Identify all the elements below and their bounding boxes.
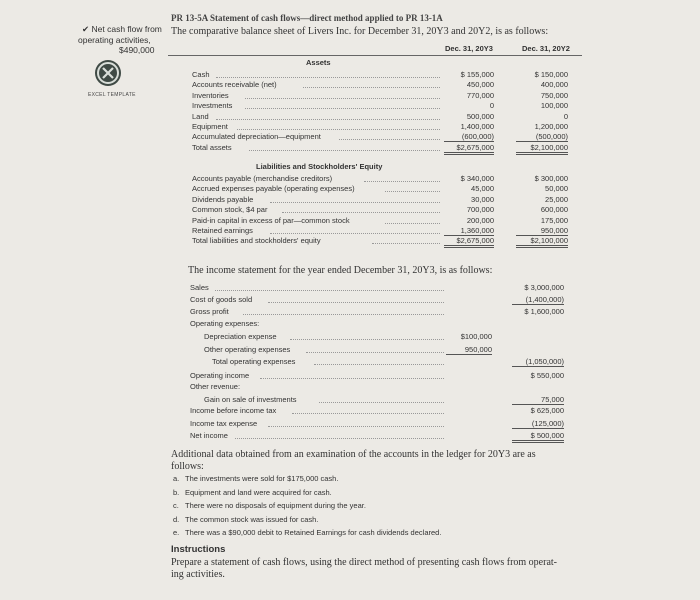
income-right-value: 75,000 xyxy=(512,395,564,405)
col-header-20y3: Dec. 31, 20Y3 xyxy=(445,44,493,53)
leader-dots xyxy=(282,212,440,213)
leader-dots xyxy=(237,129,440,130)
margin-amount: $490,000 xyxy=(119,45,155,55)
col-header-20y2: Dec. 31, 20Y2 xyxy=(522,44,570,53)
income-right-value: $ 500,000 xyxy=(512,431,564,443)
additional-item-letter: a. xyxy=(173,474,180,483)
instructions-line1: Prepare a statement of cash flows, using the direct method of presenting cash flows from operat- xyxy=(171,557,557,568)
leader-dots xyxy=(290,339,444,340)
margin-label xyxy=(82,24,162,35)
income-right-value: (1,050,000) xyxy=(512,357,564,367)
leader-dots xyxy=(249,150,440,151)
income-row-label: Income before income tax xyxy=(190,406,277,415)
leader-dots xyxy=(270,202,440,203)
balance-row-label: Retained earnings xyxy=(192,226,253,235)
balance-value-20y2: 50,000 xyxy=(545,184,568,194)
leader-dots xyxy=(314,364,444,365)
problem-header: PR 13-5A Statement of cash flows—direct method applied to PR 13-1A xyxy=(171,13,443,23)
leader-dots xyxy=(245,108,440,109)
balance-row-label: Land xyxy=(192,111,209,121)
income-row-label: Total operating expenses xyxy=(212,357,296,366)
leader-dots xyxy=(216,119,440,120)
balance-row-label: Total liabilities and stockholders' equity xyxy=(192,236,321,246)
instructions-line2: ing activities. xyxy=(171,569,225,580)
leader-dots xyxy=(364,181,440,182)
balance-row-label: Total assets xyxy=(192,142,232,152)
additional-item-letter: e. xyxy=(173,528,180,537)
income-mid-value: $100,000 xyxy=(460,332,492,341)
leader-dots xyxy=(319,402,444,403)
balance-value-20y2: $2,100,000 xyxy=(516,143,568,155)
additional-item-text: The common stock was issued for cash. xyxy=(185,514,319,524)
income-right-value: (1,400,000) xyxy=(512,295,564,305)
additional-item-letter: c. xyxy=(173,501,179,510)
problem-intro: The comparative balance sheet of Livers Inc. for December 31, 20Y3 and 20Y2, is as follows: xyxy=(171,26,549,37)
leader-dots xyxy=(245,98,440,99)
balance-value-20y3: (600,000) xyxy=(444,132,494,142)
excel-template-label: EXCEL TEMPLATE xyxy=(88,92,136,98)
balance-value-20y2: (500,000) xyxy=(516,132,568,142)
balance-value-20y3: 1,360,000 xyxy=(444,226,494,236)
leader-dots xyxy=(385,191,441,192)
margin-label-line1: Net cash flow from xyxy=(91,24,162,34)
balance-value-20y3: 770,000 xyxy=(466,90,494,100)
additional-item-text: Equipment and land were acquired for cash. xyxy=(185,487,332,497)
additional-item-text: There was a $90,000 debit to Retained Earnings for cash dividends declared. xyxy=(185,528,442,537)
income-row-label: Gain on sale of investments xyxy=(204,395,297,404)
balance-value-20y3: 200,000 xyxy=(466,215,494,225)
leader-dots xyxy=(235,438,444,439)
margin-label-line2: operating activities, xyxy=(78,35,151,45)
additional-intro-line1: Additional data obtained from an examination of the accounts in the ledger for 20Y3 are as xyxy=(171,449,536,460)
additional-item-text: There were no disposals of equipment during the year. xyxy=(185,501,366,510)
leader-dots xyxy=(372,243,440,244)
additional-item-text: The investments were sold for $175,000 cash. xyxy=(185,474,339,483)
balance-row-label: Paid-in capital in excess of par—common stock xyxy=(192,215,350,225)
balance-row-label: Inventories xyxy=(192,90,229,100)
income-row-label: Income tax expense xyxy=(190,419,258,428)
income-right-value: (125,000) xyxy=(512,419,564,429)
balance-value-20y3: $2,675,000 xyxy=(444,143,494,155)
income-row-label: Net income xyxy=(190,431,228,440)
income-intro: The income statement for the year ended December 31, 20Y3, is as follows: xyxy=(188,265,493,276)
income-row-label: Other revenue: xyxy=(190,382,241,391)
balance-row-label: Accounts receivable (net) xyxy=(192,80,277,90)
close-x-icon xyxy=(95,60,121,86)
leader-dots xyxy=(292,413,444,414)
balance-value-20y2: 600,000 xyxy=(540,205,568,215)
balance-value-20y3: $2,675,000 xyxy=(444,236,494,248)
additional-intro-line2: follows: xyxy=(171,461,204,472)
leader-dots xyxy=(243,314,444,315)
balance-value-20y2: 25,000 xyxy=(545,194,568,204)
balance-value-20y3: 1,400,000 xyxy=(460,122,494,131)
income-mid-value: 950,000 xyxy=(446,345,492,355)
leader-dots xyxy=(303,87,441,88)
liabilities-title: Liabilities and Stockholders' Equity xyxy=(256,162,383,171)
assets-title: Assets xyxy=(306,58,331,67)
balance-value-20y2: $ 150,000 xyxy=(534,70,568,79)
income-right-value: $ 1,600,000 xyxy=(524,307,564,316)
balance-row-label: Accrued expenses payable (operating expenses) xyxy=(192,184,355,194)
balance-value-20y2: 950,000 xyxy=(516,226,568,236)
leader-dots xyxy=(216,77,440,78)
balance-value-20y3: $ 340,000 xyxy=(460,174,494,183)
balance-value-20y3: 500,000 xyxy=(466,111,494,121)
balance-value-20y2: 175,000 xyxy=(540,215,568,225)
balance-value-20y2: $2,100,000 xyxy=(516,236,568,248)
income-row-label: Gross profit xyxy=(190,307,229,316)
leader-dots xyxy=(215,290,445,291)
additional-item-letter: b. xyxy=(173,487,180,497)
balance-row-label: Equipment xyxy=(192,122,228,131)
income-right-value: $ 550,000 xyxy=(530,371,564,380)
check-icon: ✔ xyxy=(82,24,90,34)
leader-dots xyxy=(339,139,440,140)
leader-dots xyxy=(268,302,444,303)
balance-row-label: Common stock, $4 par xyxy=(192,205,268,215)
income-row-label: Operating income xyxy=(190,371,250,380)
leader-dots xyxy=(260,378,444,379)
balance-value-20y2: 0 xyxy=(563,111,568,121)
balance-value-20y3: 0 xyxy=(489,101,494,111)
income-row-label: Cost of goods sold xyxy=(190,295,253,304)
balance-value-20y3: $ 155,000 xyxy=(460,70,494,79)
income-row-label: Operating expenses: xyxy=(190,319,260,328)
leader-dots xyxy=(270,233,440,234)
income-row-label: Depreciation expense xyxy=(204,332,277,341)
leader-dots xyxy=(306,352,444,353)
balance-row-label: Accumulated depreciation—equipment xyxy=(192,132,321,142)
additional-item-letter: d. xyxy=(173,514,180,524)
income-row-label: Sales xyxy=(190,283,209,292)
balance-value-20y2: 400,000 xyxy=(540,80,568,90)
instructions-title: Instructions xyxy=(171,544,226,555)
leader-dots xyxy=(268,426,444,427)
balance-row-label: Investments xyxy=(192,101,233,111)
balance-row-label: Accounts payable (merchandise creditors) xyxy=(192,174,333,183)
income-row-label: Other operating expenses xyxy=(204,345,291,354)
balance-value-20y3: 700,000 xyxy=(466,205,494,215)
leader-dots xyxy=(385,223,441,224)
income-right-value: $ 3,000,000 xyxy=(524,283,564,292)
balance-value-20y3: 450,000 xyxy=(466,80,494,90)
excel-template-icon[interactable] xyxy=(95,60,121,86)
balance-row-label: Dividends payable xyxy=(192,194,254,204)
balance-value-20y2: 1,200,000 xyxy=(534,122,568,131)
balance-value-20y3: 45,000 xyxy=(471,184,494,194)
balance-value-20y3: 30,000 xyxy=(471,194,494,204)
income-right-value: $ 625,000 xyxy=(530,406,564,415)
balance-value-20y2: $ 300,000 xyxy=(534,174,568,183)
balance-row-label: Cash xyxy=(192,70,210,79)
balance-value-20y2: 750,000 xyxy=(540,90,568,100)
header-rule xyxy=(168,55,582,56)
balance-value-20y2: 100,000 xyxy=(540,101,568,111)
